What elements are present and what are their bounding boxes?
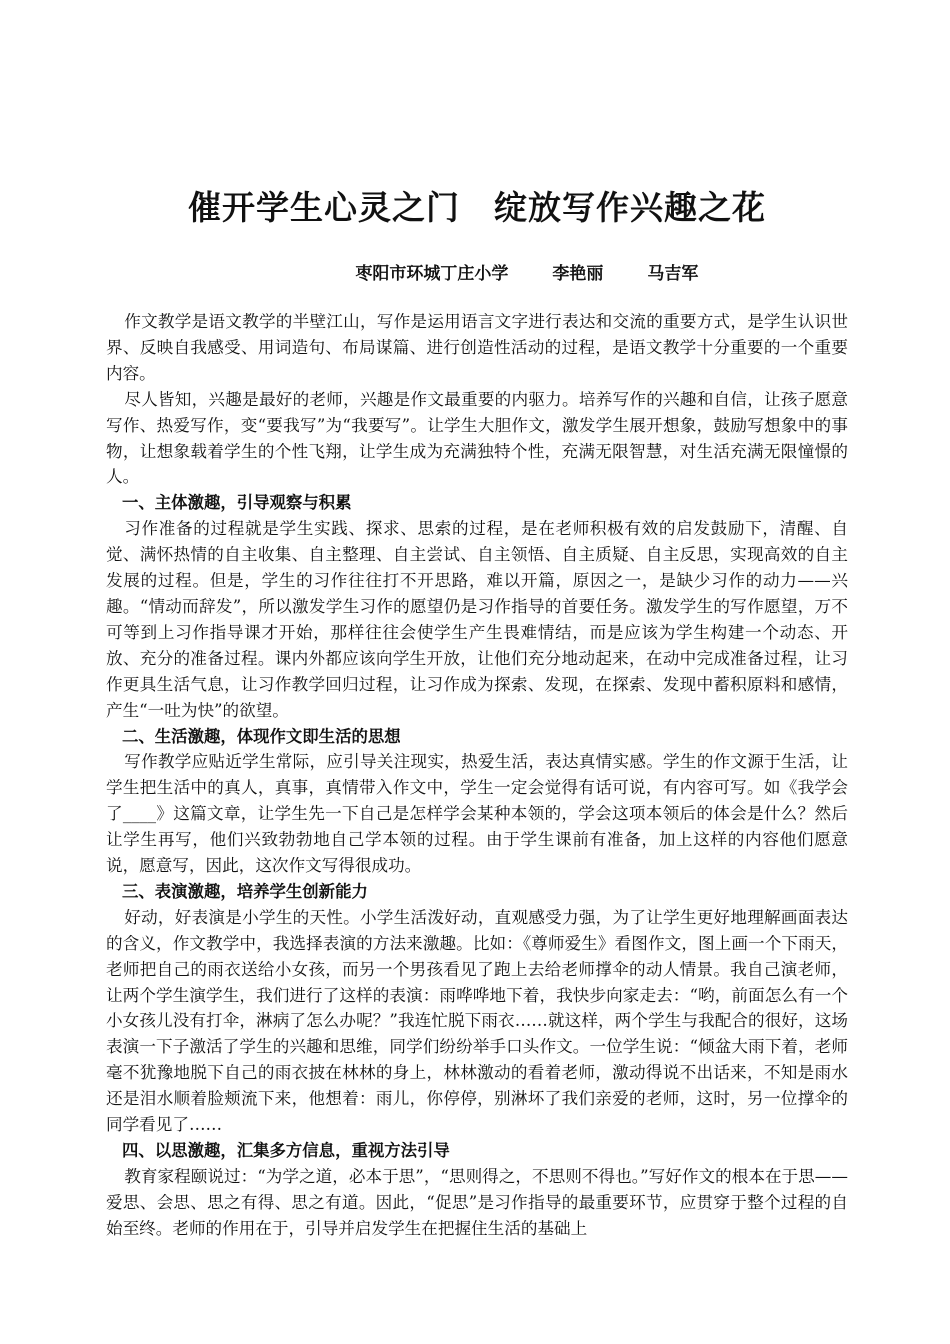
paragraph-intro: 作文教学是语文教学的半壁江山，写作是运用语言文字进行表达和交流的重要方式，是学生认识世界、反映自我感受、用词造句、布局谋篇、进行创造性活动的过程，是语文教学十分重要的一个重要内容。 — [106, 312, 848, 383]
paragraph-interest: 尽人皆知，兴趣是最好的老师，兴趣是作文最重要的内驱力。培养写作的兴趣和自信，让孩子愿意写作、热爱写作，变“要我写”为“我要写”。让学生大胆作文，激发学生展开想象，鼓励写想象中的事物，让想象载着学生的个性飞翔，让学生成为充满独特个性，充满无限智慧，对生活充满无限憧憬的人。 — [106, 389, 848, 487]
paragraph-section-2: 写作教学应贴近学生常际，应引导关注现实，热爱生活，表达真情实感。学生的作文源于生活，让学生把生活中的真人，真事，真情带入作文中，学生一定会觉得有话可说，有内容可写。如《我学会了____》这篇文章，让学生先一下自己是怎样学会某种本领的，学会这项本领后的体会是什么？然后让学生再写，他们兴致勃勃地自己学本领的过程。由于学生课前有准备，加上这样的内容他们愿意说，愿意写，因此，这次作文写得很成功。 — [106, 752, 848, 876]
author-name-2: 马吉军 — [647, 264, 699, 284]
section-heading-1: 一、主体激趣，引导观察与积累 — [122, 493, 352, 513]
author-line — [106, 232, 848, 316]
author-name-1: 李艳丽 — [552, 264, 604, 284]
section-heading-4: 四、以思激趣，汇集多方信息，重视方法引导 — [122, 1141, 450, 1160]
paragraph-section-4: 教育家程颐说过：“为学之道，必本于思”，“思则得之，不思则不得也。”写好作文的根本在于思——爱思、会思、思之有得、思之有道。因此，“促思”是习作指导的最重要环节，应贯穿于整个过程的自始至终。老师的作用在于，引导并启发学生在把握住生活的基础上 — [106, 1166, 848, 1238]
school-name: 枣阳市环城丁庄小学 — [355, 264, 509, 284]
section-heading-2: 二、生活激趣，体现作文即生活的思想 — [122, 726, 401, 746]
section-heading-3: 三、表演激趣，培养学生创新能力 — [122, 881, 368, 901]
document-body — [106, 309, 848, 1242]
paragraph-section-1: 习作准备的过程就是学生实践、探求、思索的过程，是在老师积极有效的启发鼓励下，清醒、自觉、满怀热情的自主收集、自主整理、自主尝试、自主领悟、自主质疑、自主反思，实现高效的自主发展的过程。但是，学生的习作往往打不开思路，难以开篇，原因之一，是缺少习作的动力——兴趣。“情动而辞发”，所以激发学生习作的愿望仍是习作指导的首要任务。激发学生的写作愿望，万不可等到上习作指导课才开始，那样往往会使学生产生畏难情结，而是应该为学生构建一个动态、开放、充分的准备过程。课内外都应该向学生开放，让他们充分地动起来，在动中完成准备过程，让习作更具生活气息，让习作教学回归过程，让习作成为探索、发现，在探索、发现中蓄积原料和感情，产生“一吐为快”的欲望。 — [106, 519, 848, 720]
document-title: 催开学生心灵之门 绽放写作兴趣之花 — [188, 188, 766, 228]
document-page — [106, 0, 848, 1344]
paragraph-section-3: 好动，好表演是小学生的天性。小学生活泼好动，直观感受力强，为了让学生更好地理解画面表达的含义，作文教学中，我选择表演的方法来激趣。比如：《尊师爱生》看图作文，图上画一个下雨天，老师把自己的雨衣送给小女孩，而另一个男孩看见了跑上去给老师撑伞的动人情景。我自己演老师，让两个学生演学生，我们进行了这样的表演：雨哗哗地下着，我快步向家走去：“哟，前面怎么有一个小女孩儿没有打伞，淋病了怎么办呢？”我连忙脱下雨衣……就这样，两个学生与我配合的很好，这场表演一下子激活了学生的兴趣和思维，同学们纷纷举手口头作文。一位学生说：“倾盆大雨下着，老师毫不犹豫地脱下自己的雨衣披在林林的身上，林林激动的看着老师，激动得说不出话来，不知是雨水还是泪水顺着脸颊流下来，他想着：雨儿，你停停，别淋坏了我们亲爱的老师，这时，另一位撑伞的同学看见了…… — [106, 907, 848, 1135]
